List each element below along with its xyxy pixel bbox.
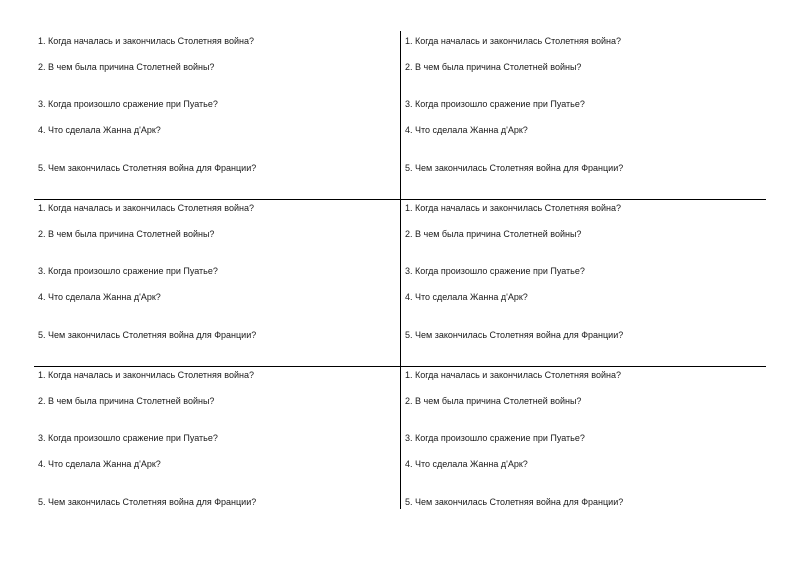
question-5: 5. Чем закончилась Столетняя война для Франции?	[38, 330, 257, 340]
question-3: 3. Когда произошло сражение при Пуатье?	[38, 433, 218, 443]
question-4: 4. Что сделала Жанна д'Арк?	[38, 459, 161, 469]
question-3: 3. Когда произошло сражение при Пуатье?	[38, 99, 218, 109]
question-5: 5. Чем закончилась Столетняя война для Франции?	[405, 497, 624, 507]
question-4: 4. Что сделала Жанна д'Арк?	[405, 292, 528, 302]
question-card	[38, 31, 398, 197]
question-5: 5. Чем закончилась Столетняя война для Франции?	[405, 330, 624, 340]
question-card	[38, 198, 398, 364]
question-4: 4. Что сделала Жанна д'Арк?	[405, 459, 528, 469]
question-3: 3. Когда произошло сражение при Пуатье?	[38, 266, 218, 276]
question-1: 1. Когда началась и закончилась Столетняя война?	[38, 36, 254, 46]
vertical-cut-line	[400, 31, 401, 509]
question-1: 1. Когда началась и закончилась Столетняя война?	[405, 370, 621, 380]
question-4: 4. Что сделала Жанна д'Арк?	[38, 292, 161, 302]
question-1: 1. Когда началась и закончилась Столетняя война?	[405, 203, 621, 213]
question-2: 2. В чем была причина Столетней войны?	[38, 62, 215, 72]
question-card	[405, 198, 765, 364]
question-2: 2. В чем была причина Столетней войны?	[405, 396, 582, 406]
question-2: 2. В чем была причина Столетней войны?	[405, 229, 582, 239]
question-2: 2. В чем была причина Столетней войны?	[38, 396, 215, 406]
question-1: 1. Когда началась и закончилась Столетняя война?	[405, 36, 621, 46]
question-card	[405, 31, 765, 197]
question-card	[405, 365, 765, 531]
question-card	[38, 365, 398, 531]
question-5: 5. Чем закончилась Столетняя война для Франции?	[405, 163, 624, 173]
worksheet-sheet	[34, 31, 766, 509]
question-1: 1. Когда началась и закончилась Столетняя война?	[38, 370, 254, 380]
question-5: 5. Чем закончилась Столетняя война для Франции?	[38, 163, 257, 173]
question-4: 4. Что сделала Жанна д'Арк?	[405, 125, 528, 135]
question-3: 3. Когда произошло сражение при Пуатье?	[405, 99, 585, 109]
question-4: 4. Что сделала Жанна д'Арк?	[38, 125, 161, 135]
question-2: 2. В чем была причина Столетней войны?	[405, 62, 582, 72]
question-5: 5. Чем закончилась Столетняя война для Франции?	[38, 497, 257, 507]
question-3: 3. Когда произошло сражение при Пуатье?	[405, 266, 585, 276]
question-3: 3. Когда произошло сражение при Пуатье?	[405, 433, 585, 443]
question-1: 1. Когда началась и закончилась Столетняя война?	[38, 203, 254, 213]
question-2: 2. В чем была причина Столетней войны?	[38, 229, 215, 239]
